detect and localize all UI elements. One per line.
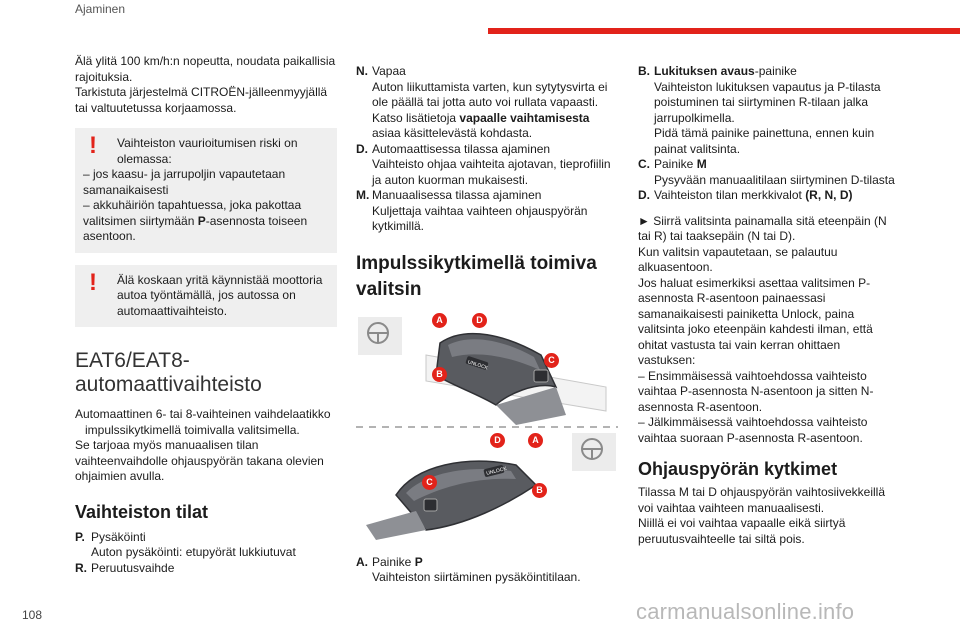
- callout-b-bottom: B: [532, 483, 547, 498]
- legend-title: Vaihteiston tilan merkkivalot: [654, 188, 806, 202]
- mode-item-n: [356, 64, 618, 142]
- mode-desc: Vaihteisto ohjaa vaihteita ajotavan, tieprofiilin ja auton kuorman mukaisesti.: [372, 157, 611, 187]
- legend-key: D.: [638, 188, 650, 202]
- callout-b-top: B: [432, 367, 447, 382]
- warning-damage-item-1: – jos kaasu- ja jarrupoljin vapautetaan samanaikaisesti: [83, 167, 286, 197]
- paddles-title: Ohjauspyörän kytkimet: [638, 459, 838, 479]
- legend-item-c: [638, 157, 900, 188]
- mode-key: M.: [356, 188, 370, 202]
- modes-list: [75, 530, 337, 577]
- legend-key: A.: [356, 554, 368, 569]
- unlock-label-top: UNLOCK: [466, 358, 489, 371]
- mode-key: D.: [356, 141, 368, 156]
- modes-title: Vaihteiston tilat: [75, 501, 209, 522]
- header-title: Ajaminen: [75, 2, 126, 16]
- mode-item-p: [75, 530, 337, 561]
- mode-title: Automaattisessa tilassa ajaminen: [372, 141, 551, 156]
- legend-title-bold: M: [696, 157, 707, 171]
- mode-item-r: [75, 561, 337, 577]
- instruction-para-2: Kun valitsin vapautetaan, se palautuu alkuasentoon.: [638, 244, 838, 274]
- mode-desc-ref-post: asiaa käsittelevästä kohdasta.: [372, 126, 533, 140]
- callout-c-top: C: [544, 353, 559, 368]
- warning-icon: !: [89, 268, 97, 296]
- mode-key: N.: [356, 64, 368, 78]
- mode-title: Pysäköinti: [91, 529, 146, 544]
- column-right: [638, 64, 900, 547]
- callout-a-bottom: A: [528, 433, 543, 448]
- wheel-icon-bottom: [572, 433, 616, 471]
- intro-line-1: Älä ylitä 100 km/h:n nopeutta, noudata paikallisia rajoituksia.: [75, 54, 336, 84]
- instruction-para-5: – Jälkimmäisessä vaihtoehdossa vaihteisto vaihtaa suoraan P-asennosta R-asentoon.: [638, 415, 868, 445]
- intro-line-2: Tarkistuta järjestelmä CITROËN-jälleenmyyjällä tai valtuutetussa korjaamossa.: [75, 85, 328, 115]
- legend-item-d: [638, 188, 900, 204]
- watermark-text: carmanualsonline.info: [636, 599, 855, 624]
- mode-key: P.: [75, 529, 85, 544]
- paddles-body-2: Niillä ei voi vaihtaa vapaalle eikä siirtyä peruutusvaihteelle tai siltä pois.: [638, 516, 846, 546]
- legend-item-a: [356, 555, 618, 586]
- header-accent-bar: [488, 28, 960, 34]
- legend-title-bold: P: [414, 554, 423, 569]
- legend-key: B.: [638, 64, 650, 78]
- warning-push-start-text: Älä koskaan yritä käynnistää moottoria autoa työntämällä, jos autossa on automaattivaihteisto.: [117, 272, 323, 318]
- warning-box-push-start: [75, 265, 337, 328]
- section-eat-body-1: Automaattinen 6- tai 8-vaihteinen vaihdelaatikko impulssikytkimellä toimivalla valitsimella.: [75, 407, 331, 437]
- legend-desc: Vaihteiston siirtäminen pysäköintitilaan.: [372, 570, 581, 584]
- mode-key: R.: [75, 560, 87, 575]
- warning-damage-item-2: – akkuhäiriön tapahtuessa, joka pakottaa valitsimen siirtymään P-asennosta toiseen asentoon.: [83, 198, 308, 243]
- callout-a-top: A: [432, 313, 447, 328]
- legend-desc: Pysyvään manuaalitilaan siirtyminen D-tilasta: [654, 172, 895, 187]
- section-title-eat: EAT6/EAT8-automaattivaihteisto: [75, 349, 262, 396]
- legend-key: C.: [638, 157, 650, 171]
- legend-title: -painike: [754, 64, 797, 78]
- callout-d-top: D: [472, 313, 487, 328]
- legend-item-b: [638, 64, 900, 157]
- instruction-para-1: ► Siirrä valitsinta painamalla sitä eteenpäin (N tai R) tai taaksepäin (N tai D).: [638, 213, 887, 243]
- selector-illustration: [356, 315, 618, 545]
- legend-title: Painike: [654, 157, 697, 171]
- mode-desc: Auton liikuttamista varten, kun sytytysvirta ei ole päällä tai jotta auto voi rullata vapaasti.: [372, 79, 608, 109]
- warning-damage-intro: Vaihteiston vaurioitumisen riski on olemassa:: [117, 136, 298, 166]
- legend-title-bold: (R, N, D): [805, 188, 853, 202]
- callout-c-bottom: C: [422, 475, 437, 490]
- wheel-icon-top: [358, 317, 402, 355]
- mode-desc: Auton pysäköinti: etupyörät lukkiutuvat: [91, 545, 296, 559]
- paddles-body-1: Tilassa M tai D ohjauspyörän vaihtosiivekkeillä voi vaihtaa vaihteen manuaalisesti.: [638, 485, 885, 515]
- column-middle: [356, 64, 618, 586]
- legend-title: Painike: [372, 554, 415, 569]
- page-number: 108: [22, 608, 43, 622]
- mode-title: Vapaa: [372, 64, 406, 78]
- warning-icon: !: [89, 132, 97, 159]
- selector-illustration-svg: [356, 315, 618, 545]
- unlock-label-bottom: UNLOCK: [485, 465, 508, 477]
- legend-desc-2: Pidä tämä painike painettuna, ennen kuin painat valitsinta.: [654, 126, 875, 156]
- mode-title: Peruutusvaihde: [91, 560, 175, 575]
- mode-desc-ref-bold: vapaalle vaihtamisesta: [459, 110, 590, 125]
- mode-item-d: [356, 142, 618, 189]
- mode-desc: Kuljettaja vaihtaa vaihteen ohjauspyörän kytkimillä.: [372, 203, 588, 233]
- legend-title-bold: Lukituksen avaus: [654, 64, 755, 78]
- column-left: [75, 54, 337, 576]
- warning-box-damage: [75, 128, 337, 253]
- section-eat-body-2: Se tarjoaa myös manuaalisen tilan vaihteenvaihdolle ohjauspyörän takana olevien ohjaimien avulla.: [75, 438, 324, 483]
- mode-title: Manuaalisessa tilassa ajaminen: [372, 188, 542, 202]
- instruction-para-3: Jos haluat esimerkiksi asettaa valitsimen P-asennosta R-asentoon painaessasi samanaikaisesti painiketta Unlock, paina valitsinta joko eteenpäin kahdesti ilman, että ohitat vastusta tai vain kerran ohittaen vastuksen:: [638, 275, 873, 367]
- mode-desc-ref: Katso lisätietoja: [372, 110, 460, 125]
- modes-list-continued: [356, 64, 618, 235]
- instruction-para-4: – Ensimmäisessä vaihtoehdossa vaihteisto vaihtaa P-asennosta N-asentoon ja sitten N-asennosta R-asentoon.: [638, 368, 874, 414]
- legend-list-continued: [638, 64, 900, 204]
- mode-item-m: [356, 188, 618, 235]
- legend-desc: Vaihteiston lukituksen vapautus ja P-tilasta poistuminen tai siirtyminen R-tilaan jalka jarrupolkimella.: [654, 79, 881, 125]
- callout-d-bottom: D: [490, 433, 505, 448]
- selector-title: Impulssikytkimellä toimiva valitsin: [356, 252, 597, 300]
- legend-list: [356, 555, 618, 586]
